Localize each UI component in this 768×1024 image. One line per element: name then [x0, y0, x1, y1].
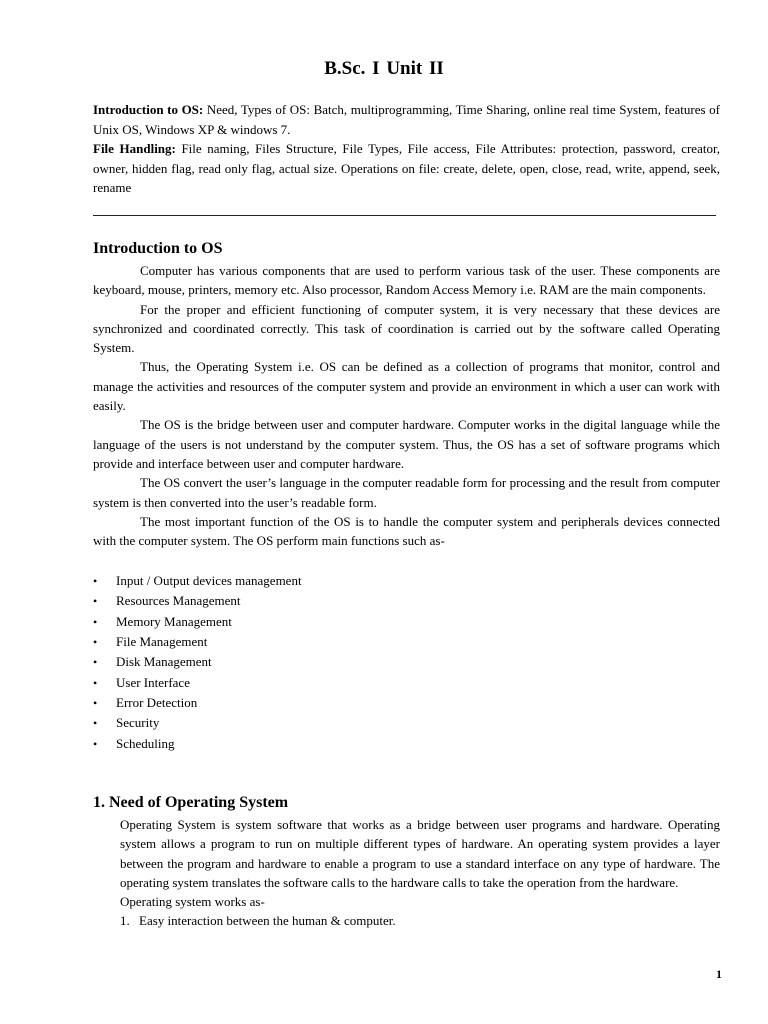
page-title: B.Sc. I Unit II [324, 58, 444, 79]
syllabus-file-text: File naming, Files Structure, File Types, File access, File Attributes: protection, password, creator, owner, hidden flag, read only flag, actual size. Operations on file: create, delete, open, close, read, write, append, seek, rename [93, 141, 721, 195]
bullet-icon: • [93, 574, 98, 588]
numbered-item-number: 1. [120, 913, 130, 929]
bullet-icon: • [93, 675, 98, 690]
syllabus-block [93, 100, 720, 198]
list-item [93, 734, 302, 754]
need-body [120, 815, 720, 931]
list-item-text: Memory Management [116, 613, 232, 629]
section-heading-intro: Introduction to OS [93, 240, 223, 257]
bullet-icon: • [93, 655, 98, 670]
intro-body [93, 261, 720, 550]
page-number: 1 [716, 967, 722, 981]
bullet-icon: • [93, 635, 98, 650]
divider-line [93, 215, 716, 216]
list-item-text: Disk Management [116, 654, 212, 670]
list-item [93, 632, 302, 652]
list-item-text: User Interface [116, 674, 190, 690]
list-item [93, 713, 302, 733]
syllabus-file-line [93, 139, 720, 198]
syllabus-file-label: File Handling: [93, 141, 176, 156]
list-item [93, 612, 302, 632]
section-heading-need: 1. Need of Operating System [93, 794, 289, 811]
intro-paragraph: Computer has various components that are used to perform various task of the user. These components are keyboard, mouse, printers, memory etc. Also processor, Random Access Memory i.e. RAM are the main components. [93, 263, 720, 298]
bullet-icon: • [93, 736, 98, 751]
list-item [93, 693, 302, 713]
list-item-text: Scheduling [116, 735, 175, 751]
numbered-item-text: Easy interaction between the human & computer. [139, 913, 396, 929]
works-as-line: Operating system works as- [120, 894, 265, 910]
need-paragraph: Operating System is system software that works as a bridge between user programs and hardware. Operating system allows a program to run on multiple different types of hardware. An operating system provides a layer between the program and hardware to enable a program to use a standard interface on any type of hardware. The operating system translates the software calls to the hardware calls to take the operation from the hardware. [120, 817, 720, 890]
intro-paragraph: The most important function of the OS is to handle the computer system and peripherals devices connected with the computer system. The OS perform main functions such as- [93, 513, 720, 549]
bullet-icon: • [93, 696, 98, 711]
intro-paragraph: The OS convert the user’s language in the computer readable form for processing and the result from computer system is then converted into the user’s readable form. [93, 475, 720, 510]
bullet-icon: • [93, 614, 98, 629]
intro-paragraph: The OS is the bridge between user and computer hardware. Computer works in the digital language while the language of the users is not understand by the computer system. Thus, the OS has a set of software programs which provide and interface between user and computer hardware. [93, 417, 720, 471]
intro-paragraph: Thus, the Operating System i.e. OS can be defined as a collection of programs that monitor, control and manage the activities and resources of the computer system and provide an environment in which a user can work with easily. [93, 359, 720, 414]
syllabus-intro-label: Introduction to OS: [93, 102, 204, 117]
list-item [93, 652, 302, 672]
list-item [93, 673, 302, 693]
list-item-text: Error Detection [116, 695, 198, 711]
list-item-text: File Management [116, 634, 208, 650]
bullet-icon: • [93, 594, 98, 609]
numbered-item [120, 911, 720, 930]
list-item-text: Security [116, 715, 160, 731]
os-functions-list [93, 571, 302, 754]
list-item [93, 571, 302, 591]
list-item-text: Resources Management [116, 593, 241, 609]
syllabus-intro-text: Need, Types of OS: Batch, multiprogramming, Time Sharing, online real time System, features of Unix OS, Windows XP & windows 7. [93, 102, 720, 137]
bullet-icon: • [93, 716, 98, 731]
syllabus-intro-line [93, 100, 720, 139]
list-item-text: Input / Output devices management [116, 573, 302, 588]
intro-paragraph: For the proper and efficient functioning of computer system, it is very necessary that these devices are synchronized and coordinated correctly. This task of coordination is carried out by the software called Operating System. [93, 301, 720, 356]
list-item [93, 591, 302, 611]
